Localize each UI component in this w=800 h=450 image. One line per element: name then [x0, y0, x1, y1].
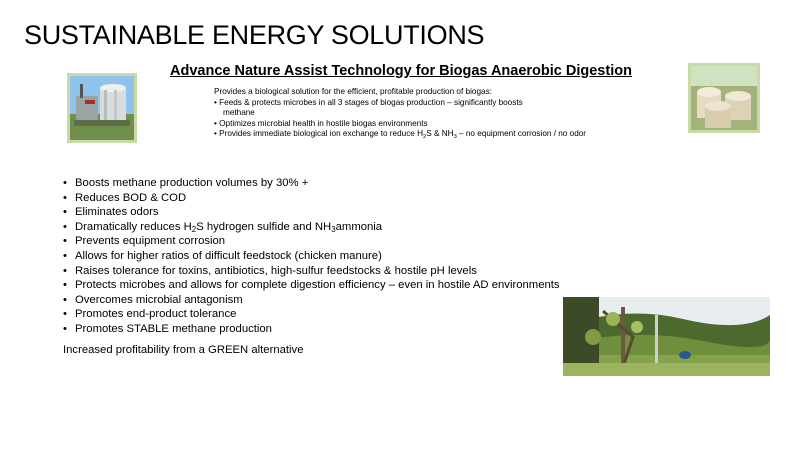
biogas-plant-photo — [67, 73, 137, 143]
bullet-dot: • — [63, 206, 67, 219]
bullet-dot: • — [63, 235, 67, 248]
list-item-text: ammonia — [335, 220, 383, 233]
slide-subtitle: Advance Nature Assist Technology for Biogas Anaerobic Digestion — [170, 63, 632, 79]
list-item — [63, 220, 560, 235]
list-item-text: Promotes end-product tolerance — [75, 308, 237, 321]
bullet-dot: • — [63, 308, 67, 321]
intro-item: • Feeds & protects microbes in all 3 stages of biogas production – significantly boosts — [214, 97, 523, 107]
subscript: 3 — [453, 134, 457, 141]
bullet-dot: • — [63, 249, 67, 262]
vineyard-landscape-photo — [563, 297, 770, 376]
list-item-text: Eliminates odors — [75, 206, 159, 219]
list-item — [63, 176, 560, 191]
intro-item: • Optimizes microbial health in hostile biogas environments — [214, 118, 428, 128]
intro-text: – no equipment corrosion / no odor — [456, 129, 587, 139]
bullet-dot: • — [63, 177, 67, 189]
list-item-text: Boosts methane production volumes by 30% + — [75, 177, 309, 189]
list-item-text: S hydrogen sulfide and NH — [196, 220, 332, 233]
list-item — [63, 307, 560, 322]
digester-tanks-photo — [688, 63, 760, 133]
list-item-text: Raises tolerance for toxins, antibiotics, high-sulfur feedstocks & hostile pH levels — [75, 264, 477, 277]
list-item — [63, 264, 560, 279]
slide-title: SUSTAINABLE ENERGY SOLUTIONS — [24, 20, 485, 50]
bullet-dot: • — [63, 279, 67, 292]
list-item-text: Protects microbes and allows for complete digestion efficiency – even in hostile AD environments — [75, 279, 560, 292]
intro-lead: Provides a biological solution for the efficient, profitable production of biogas: — [214, 87, 492, 96]
intro-block — [214, 87, 586, 140]
intro-text: • Provides immediate biological ion exchange to reduce H — [214, 129, 424, 139]
subscript: 3 — [331, 224, 336, 234]
intro-text: S & NH — [426, 129, 454, 139]
list-item — [63, 234, 560, 249]
benefits-list — [63, 176, 560, 337]
list-item — [63, 191, 560, 206]
list-item — [63, 322, 560, 337]
list-item-text: Reduces BOD & COD — [75, 191, 187, 204]
list-item — [63, 205, 560, 220]
list-item-text: Prevents equipment corrosion — [75, 235, 226, 248]
list-item — [63, 249, 560, 264]
list-item-text: Allows for higher ratios of difficult feedstock (chicken manure) — [75, 249, 382, 262]
list-item-text: Promotes STABLE methane production — [75, 322, 272, 335]
list-item-text: Dramatically reduces H — [75, 220, 192, 233]
list-item — [63, 293, 560, 308]
bullet-dot: • — [63, 322, 67, 335]
bullet-dot: • — [63, 220, 67, 233]
bullet-dot: • — [63, 264, 67, 277]
footer-tagline: Increased profitability from a GREEN alternative — [63, 344, 304, 356]
list-item — [63, 278, 560, 293]
subscript: 2 — [191, 224, 197, 234]
bullet-dot: • — [63, 293, 67, 306]
intro-item-continuation: methane — [223, 108, 255, 118]
subscript: 2 — [423, 134, 427, 141]
list-item-text: Overcomes microbial antagonism — [75, 293, 243, 306]
intro-item-ion-exchange — [214, 129, 586, 140]
bullet-dot: • — [63, 191, 67, 204]
